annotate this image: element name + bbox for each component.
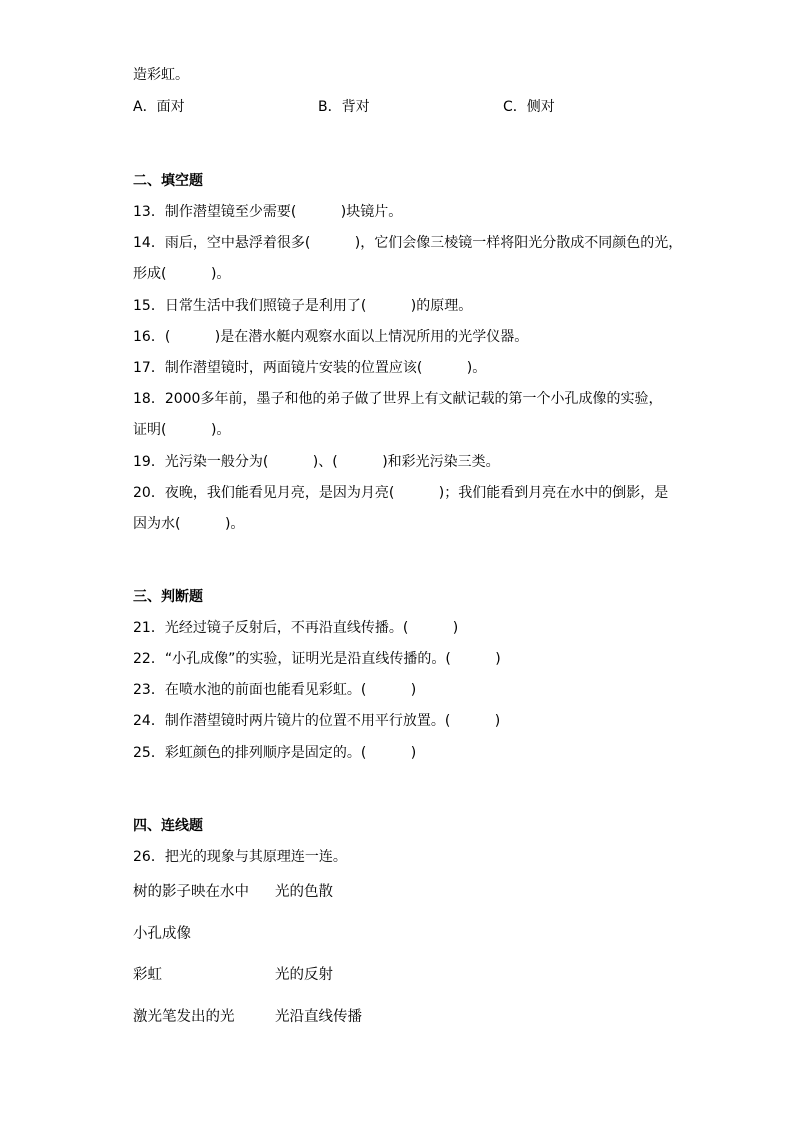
question-23: 23．在喷水池的前面也能看见彩虹。( ) — [133, 682, 417, 698]
question-20: 20．夜晚，我们能看见月亮，是因为月亮( )；我们能看到月亮在水中的倒影，是 — [133, 485, 669, 501]
match-left-item[interactable]: 激光笔发出的光 — [133, 1009, 235, 1025]
question-14: 14．雨后，空中悬浮着很多( )，它们会像三棱镜一样将阳光分散成不同颜色的光， — [133, 235, 683, 251]
question-25: 25．彩虹颜色的排列顺序是固定的。( ) — [133, 745, 417, 761]
option-b: B．背对 — [318, 99, 370, 115]
question-20-continuation: 因为水( )。 — [133, 516, 245, 532]
match-right-item[interactable]: 光的反射 — [275, 967, 333, 983]
question-17: 17．制作潜望镜时，两面镜片安装的位置应该( )。 — [133, 360, 487, 376]
option-c: C．侧对 — [503, 99, 555, 115]
option-a: A．面对 — [133, 99, 185, 115]
question-21: 21．光经过镜子反射后，不再沿直线传播。( ) — [133, 620, 459, 636]
section-title-matching: 四、连线题 — [133, 818, 203, 834]
question-26: 26．把光的现象与其原理连一连。 — [133, 849, 347, 865]
question-13: 13．制作潜望镜至少需要( )块镜片。 — [133, 204, 403, 220]
match-left-item[interactable]: 树的影子映在水中 — [133, 884, 249, 900]
section-title-fill-in: 二、填空题 — [133, 173, 203, 189]
match-left-item[interactable]: 彩虹 — [133, 967, 162, 983]
question-16: 16．( )是在潜水艇内观察水面以上情况所用的光学仪器。 — [133, 329, 529, 345]
question-19: 19．光污染一般分为( )、( )和彩光污染三类。 — [133, 454, 500, 470]
match-left-item[interactable]: 小孔成像 — [133, 926, 191, 942]
question-14-continuation: 形成( )。 — [133, 266, 231, 282]
question-15: 15．日常生活中我们照镜子是利用了( )的原理。 — [133, 298, 473, 314]
section-title-true-false: 三、判断题 — [133, 589, 203, 605]
match-right-item[interactable]: 光的色散 — [275, 884, 333, 900]
question-24: 24．制作潜望镜时两片镜片的位置不用平行放置。( ) — [133, 713, 501, 729]
question-22: 22．“小孔成像”的实验，证明光是沿直线传播的。( ) — [133, 651, 501, 667]
question-12-continuation: 造彩虹。 — [133, 67, 189, 83]
question-18-continuation: 证明( )。 — [133, 422, 231, 438]
match-right-item[interactable]: 光沿直线传播 — [275, 1009, 362, 1025]
question-18: 18．2000多年前，墨子和他的弟子做了世界上有文献记载的第一个小孔成像的实验， — [133, 391, 663, 407]
